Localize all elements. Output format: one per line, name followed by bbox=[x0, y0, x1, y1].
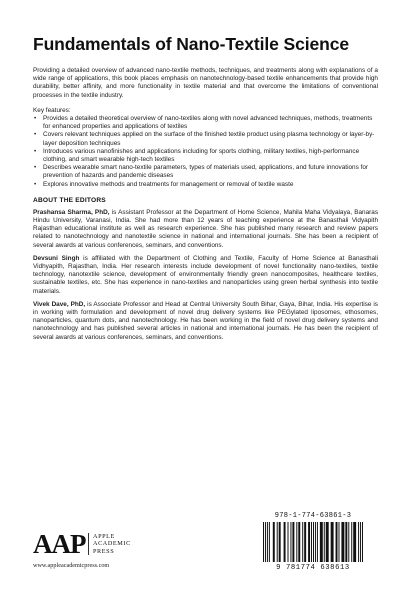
barcode-bar bbox=[348, 522, 349, 562]
barcode-bar bbox=[313, 522, 314, 562]
cover-text-block bbox=[33, 34, 378, 347]
barcode-bar bbox=[292, 522, 294, 562]
barcode-bar bbox=[263, 522, 264, 562]
barcode-bar bbox=[308, 522, 310, 562]
isbn-barcode bbox=[257, 512, 369, 574]
barcode-bar bbox=[265, 522, 266, 562]
barcode-bar bbox=[324, 522, 325, 562]
barcode-bars bbox=[261, 522, 365, 564]
key-feature-item: • Explores innovative methods and treatments for management or removal of textile waste bbox=[33, 181, 378, 189]
barcode-bar bbox=[302, 522, 303, 562]
barcode-bar bbox=[288, 522, 289, 562]
editor-bio-text: is Assistant Professor at the Department of Home Science, Mahila Maha Vidyalaya, Banaras Hindu University, Varanasi, India. She had more than 12 years of teaching experience at the Banasthali Vidyapith Rajasthan educational institute as well as research experience. She has published many research and review papers related to nanotechnology and nanotextile science in national and international journals. She has been a recipient of several awards at various conferences, seminars, and conventions. bbox=[33, 208, 379, 249]
about-editors-heading: ABOUT THE EDITORS bbox=[33, 196, 106, 204]
editor-bio-text: is Associate Professor and Head at Central University South Bihar, Gaya, Bihar, India. His expertise is in working with formulation and development of novel drug delivery systems like PEGylated liposomes, ethosomes, nanoparticles, quantum dots, and nanotechnology. He has been working in the field of novel drug delivery systems and nanotechnology and has published several articles in national and international journals. He has been the recipient of several awards at various conferences, seminars, and conventions. bbox=[33, 300, 378, 341]
barcode-bar bbox=[362, 522, 363, 562]
key-feature-item: • Introduces various nanofinishes and applications including for sports clothing, military textiles, high-performance clothing, and smart wearable high-tech textiles bbox=[33, 148, 378, 164]
barcode-bar bbox=[345, 522, 347, 562]
isbn-number: 978-1-774-63861-3 bbox=[274, 512, 352, 520]
logo-letters: AAP bbox=[33, 529, 86, 559]
barcode-bar bbox=[269, 522, 270, 562]
book-description: Providing a detailed overview of advanced nano-textile methods, techniques, and treatments along with explanations of a wide range of applications, this book places emphasis on nanotechnology-based textile enhancements that provide high durability, better affinity, and more functionality in textile material and that overcome the limitations of conventional processes in the textile industry. bbox=[33, 67, 378, 99]
barcode-bar bbox=[336, 522, 338, 562]
barcode-bar bbox=[279, 522, 281, 562]
barcode-digits: 9 781774 638613 bbox=[276, 564, 350, 572]
editor-name: Vivek Dave, PhD, bbox=[33, 300, 86, 308]
publisher-name bbox=[93, 533, 131, 555]
barcode-bar bbox=[290, 522, 291, 562]
barcode-bar bbox=[338, 522, 339, 562]
barcode-bar bbox=[326, 522, 329, 562]
barcode-bar bbox=[320, 522, 323, 562]
barcode-bar bbox=[351, 522, 352, 562]
barcode-bar bbox=[341, 522, 344, 562]
barcode-bar bbox=[284, 522, 286, 562]
publisher-name-line: PRESS bbox=[93, 547, 115, 555]
key-features-list bbox=[33, 115, 378, 189]
barcode-bar bbox=[317, 522, 318, 562]
barcode-bar bbox=[331, 522, 334, 562]
publisher-logo-mark bbox=[33, 530, 86, 558]
publisher-logo bbox=[33, 530, 163, 572]
logo-divider bbox=[88, 533, 89, 555]
editor-name: Prashansa Sharma, PhD, bbox=[33, 208, 110, 216]
key-feature-item: • Describes wearable smart nano-textile parameters, types of materials used, applications, and future innovations for prevention of hazards and pandemic diseases bbox=[33, 164, 378, 180]
editor-bio bbox=[33, 209, 378, 250]
barcode-bar bbox=[267, 522, 268, 562]
barcode-bar bbox=[358, 522, 359, 562]
key-feature-item: • Provides a detailed theoretical overview of nano-textiles along with novel advanced techniques, methods, treatments for enhanced properties and applications of textiles bbox=[33, 115, 378, 131]
publisher-name-line: APPLE bbox=[93, 533, 115, 540]
editor-bio bbox=[33, 301, 378, 342]
barcode-bar bbox=[353, 522, 356, 562]
barcode-bar bbox=[315, 522, 316, 562]
barcode-bar bbox=[311, 522, 312, 562]
barcode-bar bbox=[360, 522, 361, 562]
barcode-bar bbox=[277, 522, 278, 562]
barcode-bar bbox=[273, 522, 275, 562]
barcode-bar bbox=[296, 522, 297, 562]
barcode-bar bbox=[304, 522, 306, 562]
key-features-heading: Key features: bbox=[33, 106, 71, 114]
publisher-name-line: ACADEMIC bbox=[93, 540, 131, 548]
key-feature-item: • Covers relevant techniques applied on the surface of the finished textile product using plasma technology or layer-by-layer deposition techniques bbox=[33, 131, 378, 147]
book-title: Fundamentals of Nano-Textile Science bbox=[33, 34, 350, 54]
editor-name: Devsuni Singh bbox=[33, 254, 80, 262]
editor-bio bbox=[33, 255, 378, 296]
barcode-bar bbox=[298, 522, 300, 562]
editor-bio-text: is affiliated with the Department of Clothing and Textile, Faculty of Home Science at Banasthali Vidhyapith, Rajasthan, India. Her research interests include development of novel functionality nano-textiles, textile technology, nanotextile science, development of environmentally friendly green nanocomposites, healthcare textiles, sustainable textiles, etc. She has experience in nano-textiles and nanoparticles using green herbal synthesis into textile materials. bbox=[33, 254, 378, 295]
publisher-url: www.appleacademicpress.com bbox=[33, 562, 110, 569]
